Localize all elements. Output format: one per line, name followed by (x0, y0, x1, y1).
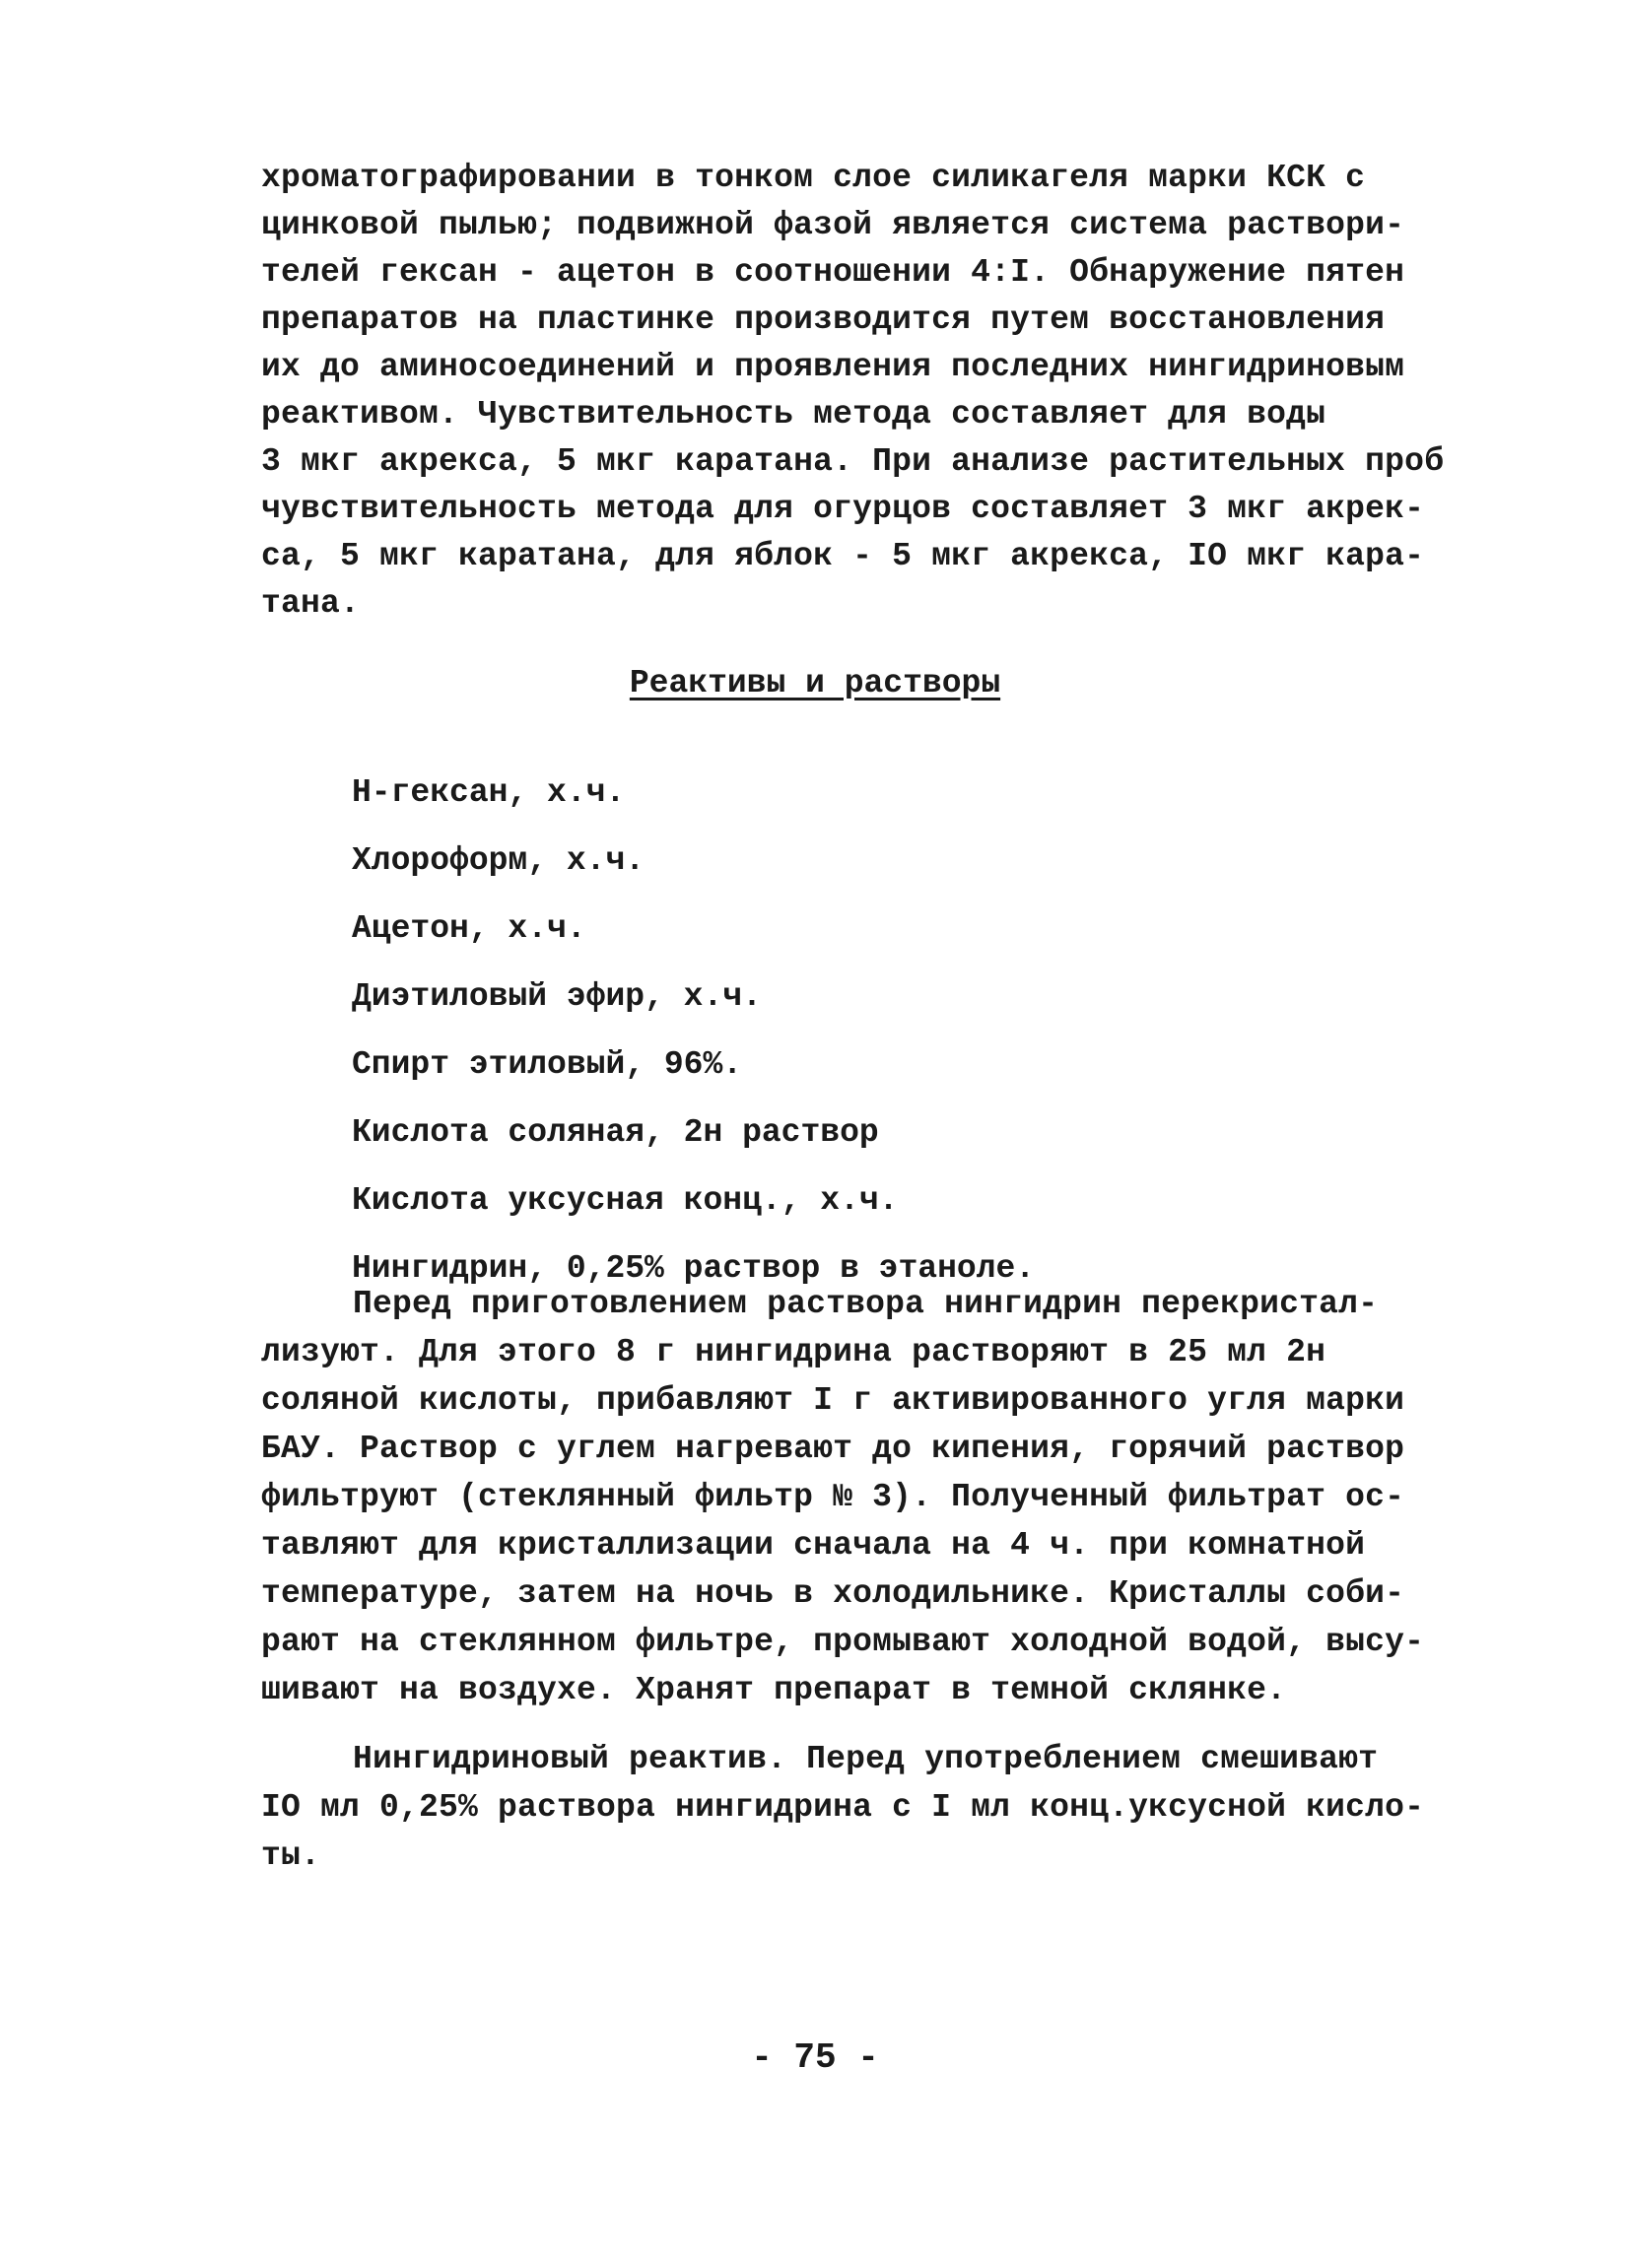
page-number: - 75 - (751, 2037, 879, 2078)
text-line: их до аминосоединений и проявления последних нингидриновым (261, 349, 1405, 385)
list-item: Нингидрин, 0,25% раствор в этаноле. (352, 1250, 1036, 1287)
text-line: температуре, затем на ночь в холодильнике. Кристаллы соби- (261, 1575, 1405, 1612)
text-line: препаратов на пластинке производится путем восстановления (261, 301, 1386, 338)
section-heading: Реактивы и растворы (629, 665, 1001, 701)
list-item: Кислота уксусная конц., х.ч. (352, 1182, 899, 1219)
list-item: Диэтиловый эфир, х.ч. (352, 978, 762, 1015)
text-line: Нингидриновый реактив. Перед употреблением смешивают (353, 1741, 1379, 1777)
text-line: рают на стеклянном фильтре, промывают холодной водой, высу- (261, 1624, 1425, 1660)
list-item: Спирт этиловый, 96%. (352, 1046, 743, 1083)
text-line: соляной кислоты, прибавляют I г активированного угля марки (261, 1382, 1405, 1419)
text-line: IO мл 0,25% раствора нингидрина с I мл конц.уксусной кисло- (261, 1789, 1425, 1826)
text-line: чувствительность метода для огурцов составляет 3 мкг акрек- (261, 491, 1425, 527)
text-line: хроматографировании в тонком слое силикагеля марки КСК с (261, 160, 1366, 196)
text-line: фильтруют (стеклянный фильтр № 3). Полученный фильтрат ос- (261, 1479, 1405, 1515)
text-line: Перед приготовлением раствора нингидрин перекристал- (353, 1286, 1379, 1322)
text-line: лизуют. Для этого 8 г нингидрина растворяют в 25 мл 2н (261, 1334, 1326, 1370)
text-line: тана. (261, 585, 361, 622)
text-line: реактивом. Чувствительность метода составляет для воды (261, 396, 1326, 433)
list-item: Кислота соляная, 2н раствор (352, 1114, 879, 1151)
text-line: са, 5 мкг каратана, для яблок - 5 мкг акрекса, IO мкг кара- (261, 538, 1425, 574)
text-line: шивают на воздухе. Хранят препарат в темной склянке. (261, 1672, 1287, 1708)
list-item: Хлороформ, х.ч. (352, 842, 645, 879)
list-item: Н-гексан, х.ч. (352, 774, 626, 811)
text-line: БАУ. Раствор с углем нагревают до кипения, горячий раствор (261, 1431, 1405, 1467)
text-line: 3 мкг акрекса, 5 мкг каратана. При анализе растительных проб (261, 443, 1445, 480)
text-line: телей гексан - ацетон в соотношении 4:I. Обнаружение пятен (261, 254, 1405, 291)
list-item: Ацетон, х.ч. (352, 910, 586, 947)
text-line: тавляют для кристаллизации сначала на 4 ч. при комнатной (261, 1527, 1366, 1564)
text-line: цинковой пылью; подвижной фазой является система раствори- (261, 207, 1405, 243)
text-line: ты. (261, 1837, 321, 1874)
